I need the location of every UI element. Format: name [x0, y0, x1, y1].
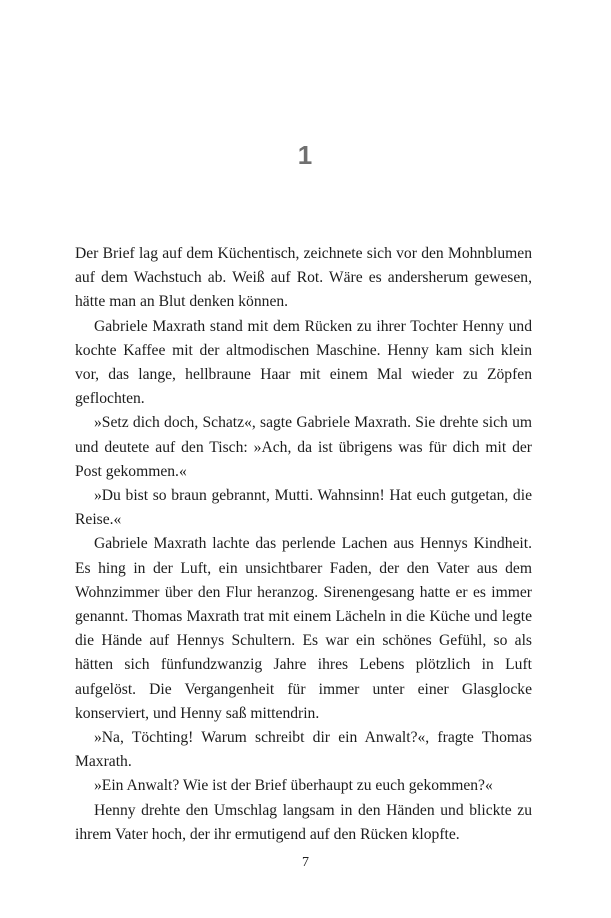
paragraph-1: Der Brief lag auf dem Küchentisch, zeichnete sich vor den Mohnblumen auf dem Wachstuch ab. Weiß auf Rot. Wäre es andersherum gewesen, hätte man an Blut denken können.: [75, 245, 532, 311]
paragraph-3: »Setz dich doch, Schatz«, sagte Gabriele Maxrath. Sie drehte sich um und deutete auf den Tisch: »Ach, da ist übrigens was für dich mit der Post gekommen.«: [75, 414, 532, 480]
paragraph-5: Gabriele Maxrath lachte das perlende Lachen aus Hennys Kindheit. Es hing in der Luft, ein unsichtbarer Faden, der den Vater aus dem Wohnzimmer über den Flur heranzog. Sirenengesang hatte er es immer genannt. Thomas Maxrath trat mit einem Lächeln in die Küche und legte die Hände auf Hennys Schultern. Es war ein schönes Gefühl, so als hätten sich fünfundzwanzig Jahre ihres Lebens plötzlich in Luft aufgelöst. Die Vergangenheit für immer unter einer Glasglocke konserviert, und Henny saß mittendrin.: [75, 535, 532, 722]
paragraph-8: Henny drehte den Umschlag langsam in den Händen und blickte zu ihrem Vater hoch, der ihr ermutigend auf den Rücken klopfte.: [75, 801, 532, 843]
page-number: 7: [302, 855, 309, 870]
paragraph-4: »Du bist so braun gebrannt, Mutti. Wahnsinn! Hat euch gutgetan, die Reise.«: [75, 487, 532, 529]
paragraph-6: »Na, Töchting! Warum schreibt dir ein Anwalt?«, fragte Thomas Maxrath.: [75, 729, 532, 771]
paragraph-7: »Ein Anwalt? Wie ist der Brief überhaupt zu euch gekommen?«: [94, 777, 493, 795]
chapter-body-text: [75, 242, 532, 847]
chapter-number: 1: [297, 140, 314, 170]
paragraph-2: Gabriele Maxrath stand mit dem Rücken zu ihrer Tochter Henny und kochte Kaffee mit der altmodischen Maschine. Henny kam sich klein vor, das lange, hellbraune Haar mit einem Mal wieder zu Zöpfen geflochten.: [75, 317, 532, 408]
